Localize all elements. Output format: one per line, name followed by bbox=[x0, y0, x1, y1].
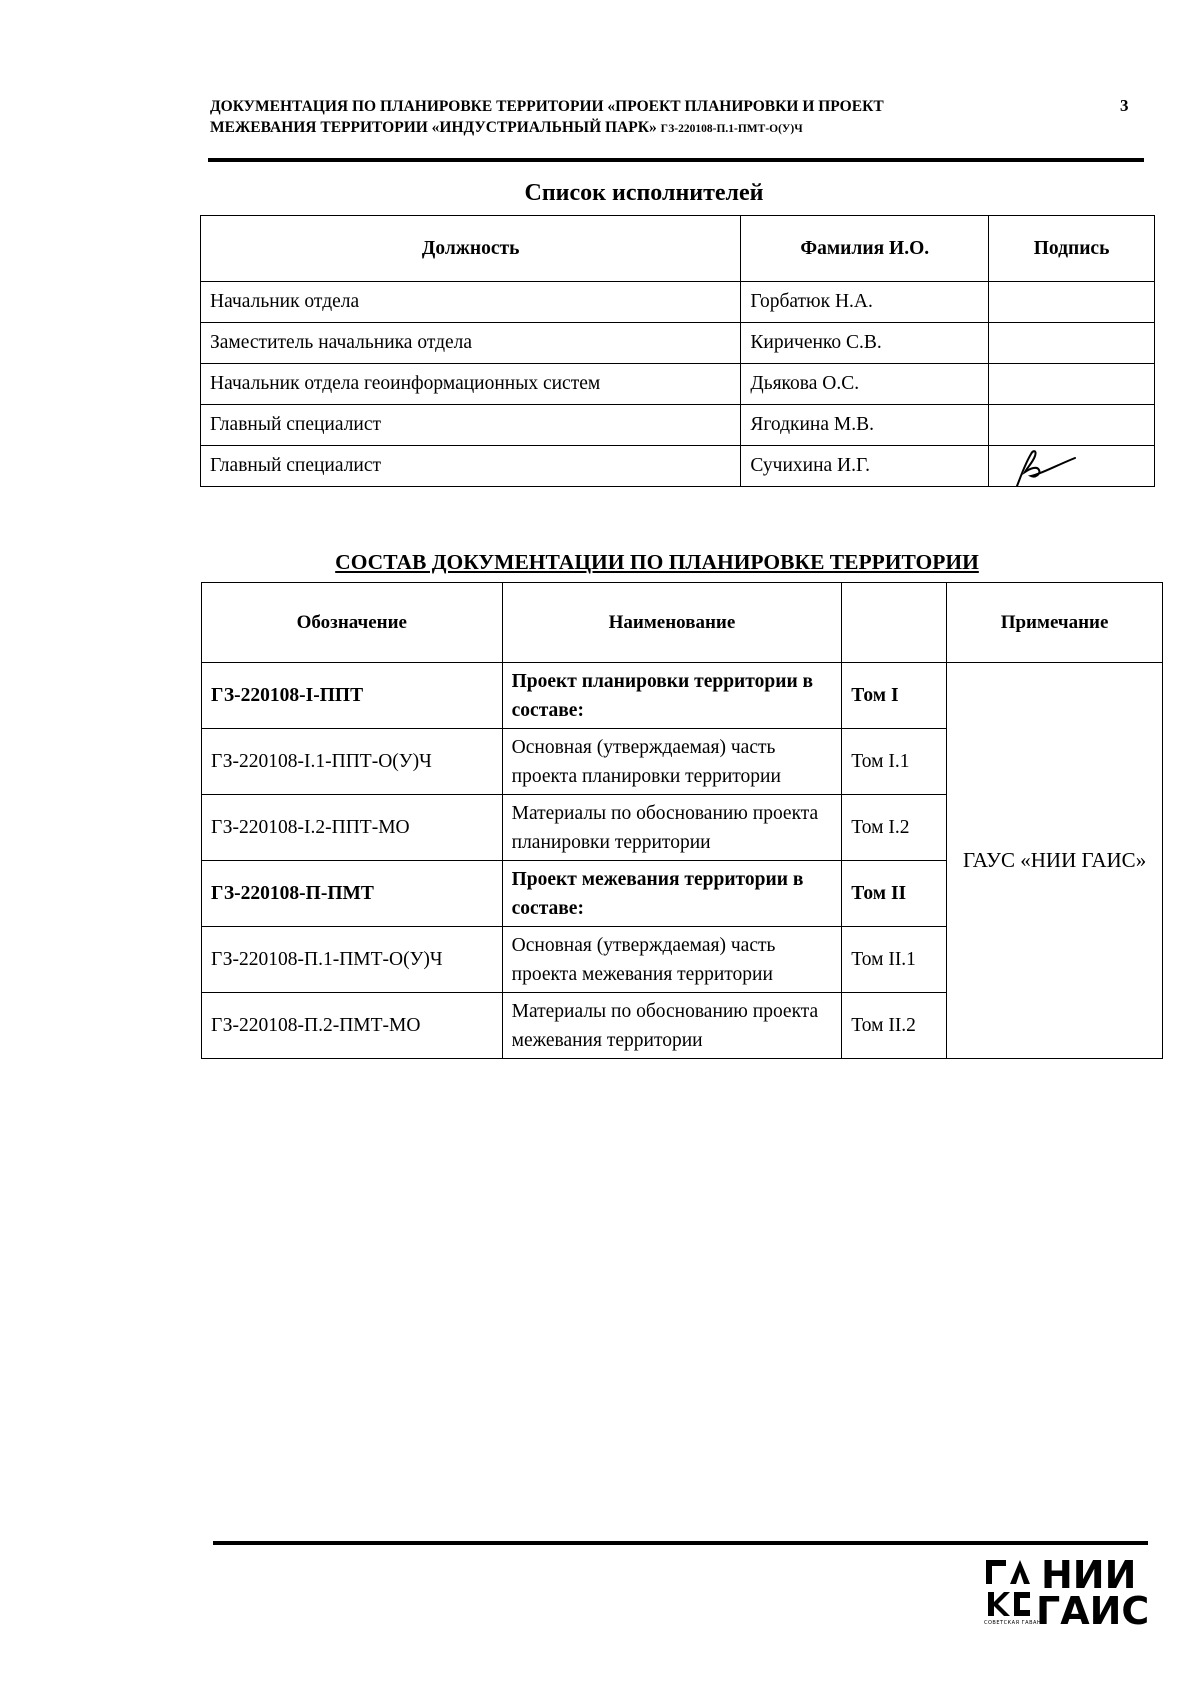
footer-divider bbox=[213, 1541, 1148, 1545]
logo-text-line-1: НИИ bbox=[1041, 1553, 1137, 1597]
title-cell: Материалы по обоснованию проекта планировки территории bbox=[502, 795, 842, 861]
column-header-signature: Подпись bbox=[989, 216, 1155, 282]
volume-cell: Том II.2 bbox=[842, 993, 947, 1059]
position-cell: Заместитель начальника отдела bbox=[201, 323, 741, 364]
table-row bbox=[201, 446, 1155, 487]
name-cell: Кириченко С.В. bbox=[741, 323, 989, 364]
position-cell: Начальник отдела bbox=[201, 282, 741, 323]
company-logo bbox=[984, 1550, 1154, 1632]
note-cell: ГАУС «НИИ ГАИС» bbox=[947, 663, 1163, 1059]
code-cell: ГЗ-220108-П.1-ПМТ-О(У)Ч bbox=[202, 927, 503, 993]
column-header-title: Наименование bbox=[502, 583, 842, 663]
header-divider bbox=[208, 158, 1144, 162]
code-cell: ГЗ-220108-П-ПМТ bbox=[202, 861, 503, 927]
code-cell: ГЗ-220108-I-ППТ bbox=[202, 663, 503, 729]
position-cell: Главный специалист bbox=[201, 446, 741, 487]
title-cell: Материалы по обоснованию проекта межевания территории bbox=[502, 993, 842, 1059]
position-cell: Главный специалист bbox=[201, 405, 741, 446]
header-line-1: ДОКУМЕНТАЦИЯ ПО ПЛАНИРОВКЕ ТЕРРИТОРИИ «ПРОЕКТ ПЛАНИРОВКИ И ПРОЕКТ bbox=[210, 98, 884, 115]
code-cell: ГЗ-220108-I.1-ППТ-О(У)Ч bbox=[202, 729, 503, 795]
volume-cell: Том I.1 bbox=[842, 729, 947, 795]
document-header bbox=[210, 96, 1130, 140]
table-row bbox=[201, 364, 1155, 405]
documentation-table bbox=[201, 582, 1163, 1059]
signature-cell bbox=[989, 446, 1155, 487]
documentation-header-row bbox=[202, 583, 1163, 663]
name-cell: Дьякова О.С. bbox=[741, 364, 989, 405]
signature-cell bbox=[989, 405, 1155, 446]
volume-cell: Том II bbox=[842, 861, 947, 927]
title-cell: Основная (утверждаемая) часть проекта межевания территории bbox=[502, 927, 842, 993]
column-header-volume bbox=[842, 583, 947, 663]
volume-cell: Том I.2 bbox=[842, 795, 947, 861]
executors-table bbox=[200, 215, 1155, 487]
table-row bbox=[201, 405, 1155, 446]
name-cell: Ягодкина М.В. bbox=[741, 405, 989, 446]
signature-cell bbox=[989, 282, 1155, 323]
code-cell: ГЗ-220108-I.2-ППТ-МО bbox=[202, 795, 503, 861]
signature-cell bbox=[989, 323, 1155, 364]
table-row bbox=[201, 282, 1155, 323]
table-row bbox=[201, 323, 1155, 364]
signature-cell bbox=[989, 364, 1155, 405]
page-number: 3 bbox=[1120, 96, 1129, 115]
title-cell: Основная (утверждаемая) часть проекта планировки территории bbox=[502, 729, 842, 795]
code-cell: ГЗ-220108-П.2-ПМТ-МО bbox=[202, 993, 503, 1059]
table-row bbox=[202, 663, 1163, 729]
handwritten-signature bbox=[1011, 446, 1081, 488]
executors-title: Список исполнителей bbox=[524, 180, 764, 206]
header-line-2: МЕЖЕВАНИЯ ТЕРРИТОРИИ «ИНДУСТРИАЛЬНЫЙ ПАРК» bbox=[210, 119, 657, 136]
column-header-position: Должность bbox=[201, 216, 741, 282]
column-header-code: Обозначение bbox=[202, 583, 503, 663]
executors-header-row bbox=[201, 216, 1155, 282]
title-cell: Проект межевания территории в составе: bbox=[502, 861, 842, 927]
header-document-code: ГЗ-220108-П.1-ПМТ-О(У)Ч bbox=[660, 123, 803, 135]
documentation-title: СОСТАВ ДОКУМЕНТАЦИИ ПО ПЛАНИРОВКЕ ТЕРРИТОРИИ bbox=[335, 550, 979, 574]
name-cell: Горбатюк Н.А. bbox=[741, 282, 989, 323]
name-cell: Сучихина И.Г. bbox=[741, 446, 989, 487]
volume-cell: Том II.1 bbox=[842, 927, 947, 993]
title-cell: Проект планировки территории в составе: bbox=[502, 663, 842, 729]
column-header-note: Примечание bbox=[947, 583, 1163, 663]
volume-cell: Том I bbox=[842, 663, 947, 729]
logo-subtitle: СОВЕТСКАЯ ГАВАНЬ bbox=[984, 1620, 1046, 1626]
column-header-name: Фамилия И.О. bbox=[741, 216, 989, 282]
logo-text-line-2: ГАИС bbox=[1036, 1589, 1150, 1633]
position-cell: Начальник отдела геоинформационных систем bbox=[201, 364, 741, 405]
logo-mark-icon bbox=[984, 1558, 1034, 1618]
